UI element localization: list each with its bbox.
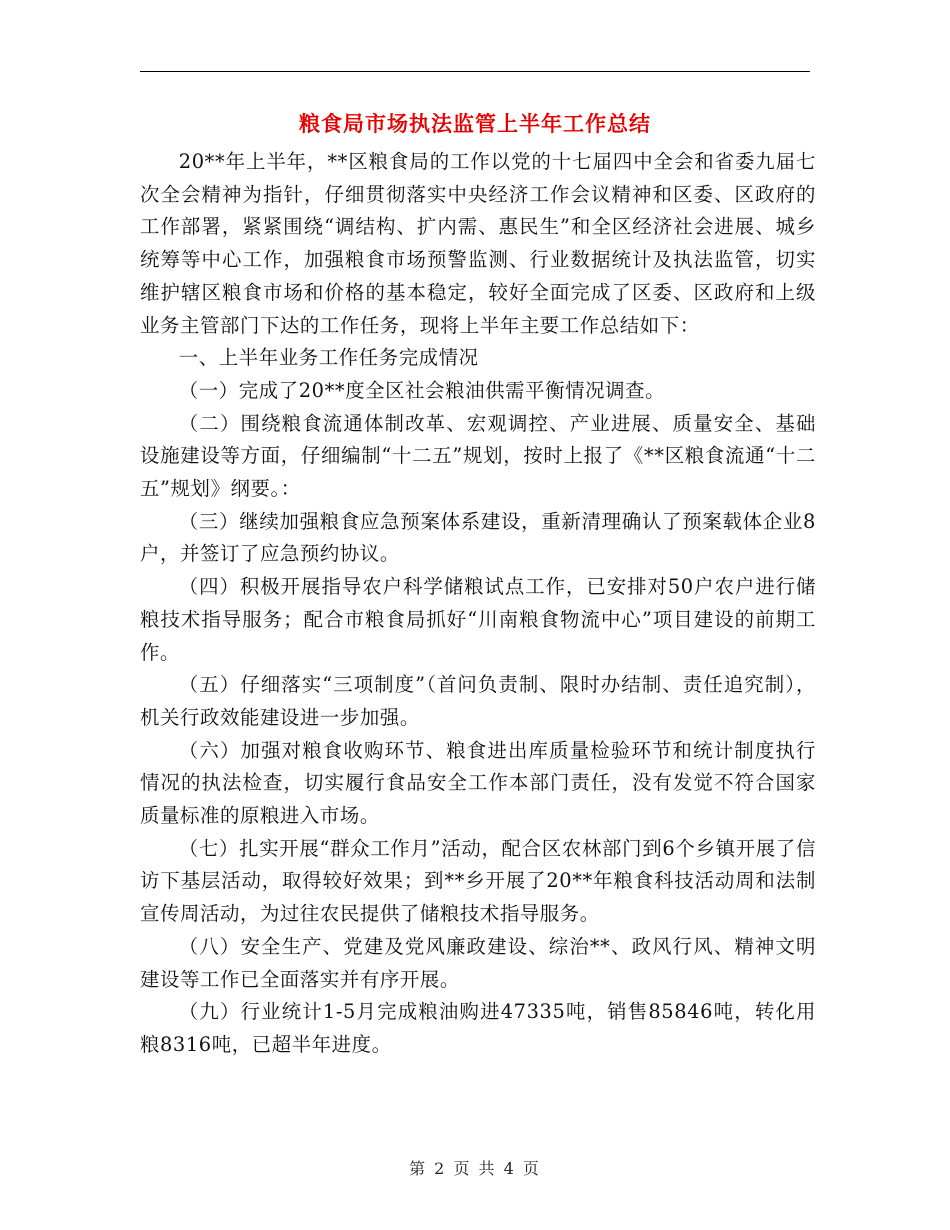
paragraph-item-5: （五）仔细落实“三项制度”（首问负责制、限时办结制、责任追究制），机关行政效能建设进一步加强。 xyxy=(140,673,816,729)
paragraph-item-6: （六）加强对粮食收购环节、粮食进出库质量检验环节和统计制度执行情况的执法检查，切实履行食品安全工作本部门责任，没有发觉不符合国家质量标准的原粮进入市场。 xyxy=(140,738,816,828)
paragraph-item-8: （八）安全生产、党建及党风廉政建设、综治**、政风行风、精神文明建设等工作已全面落实并有序开展。 xyxy=(140,934,816,991)
paragraph-intro: 20**年上半年，**区粮食局的工作以党的十七届四中全会和省委九届七次全会精神为指针，仔细贯彻落实中央经济工作会议精神和区委、区政府的工作部署，紧紧围绕“调结构、扩内需、惠民生”和全区经济社会进展、城乡统筹等中心工作，加强粮食市场预警监测、行业数据统计及执法监管，切实维护辖区粮食市场和价格的基本稳定，较好全面完成了区委、区政府和上级业务主管部门下达的工作任务，现将上半年主要工作总结如下： xyxy=(140,150,816,337)
document-title: 粮食局市场执法监管上半年工作总结 xyxy=(299,111,651,136)
page-number-footer: 第 2 页 共 4 页 xyxy=(409,1159,541,1178)
paragraph-item-9: （九）行业统计1-5月完成粮油购进47335吨，销售85846吨，转化用粮8316吨，已超半年进度。 xyxy=(140,1000,816,1056)
paragraph-item-7: （七）扎实开展“群众工作月”活动，配合区农林部门到6个乡镇开展了信访下基层活动，取得较好效果；到**乡开展了20**年粮食科技活动周和法制宣传周活动，为过往农民提供了储粮技术指导服务。 xyxy=(140,836,816,926)
paragraph-item-4: （四）积极开展指导农户科学储粮试点工作，已安排对50户农户进行储粮技术指导服务；配合市粮食局抓好“川南粮食物流中心”项目建设的前期工作。 xyxy=(140,575,816,664)
document-body xyxy=(140,146,816,1062)
paragraph-item-1: （一）完成了20**度全区社会粮油供需平衡情况调查。 xyxy=(178,378,666,402)
section-heading: 一、上半年业务工作任务完成情况 xyxy=(178,346,479,370)
header-rule xyxy=(140,71,810,72)
paragraph-item-2: （二）围绕粮食流通体制改革、宏观调控、产业进展、质量安全、基础设施建设等方面，仔细编制“十二五”规划，按时上报了《**区粮食流通“十二五”规划》纲要。： xyxy=(140,411,816,501)
paragraph-item-3: （三）继续加强粮食应急预案体系建设，重新清理确认了预案载体企业8户，并签订了应急预约协议。 xyxy=(140,509,816,566)
